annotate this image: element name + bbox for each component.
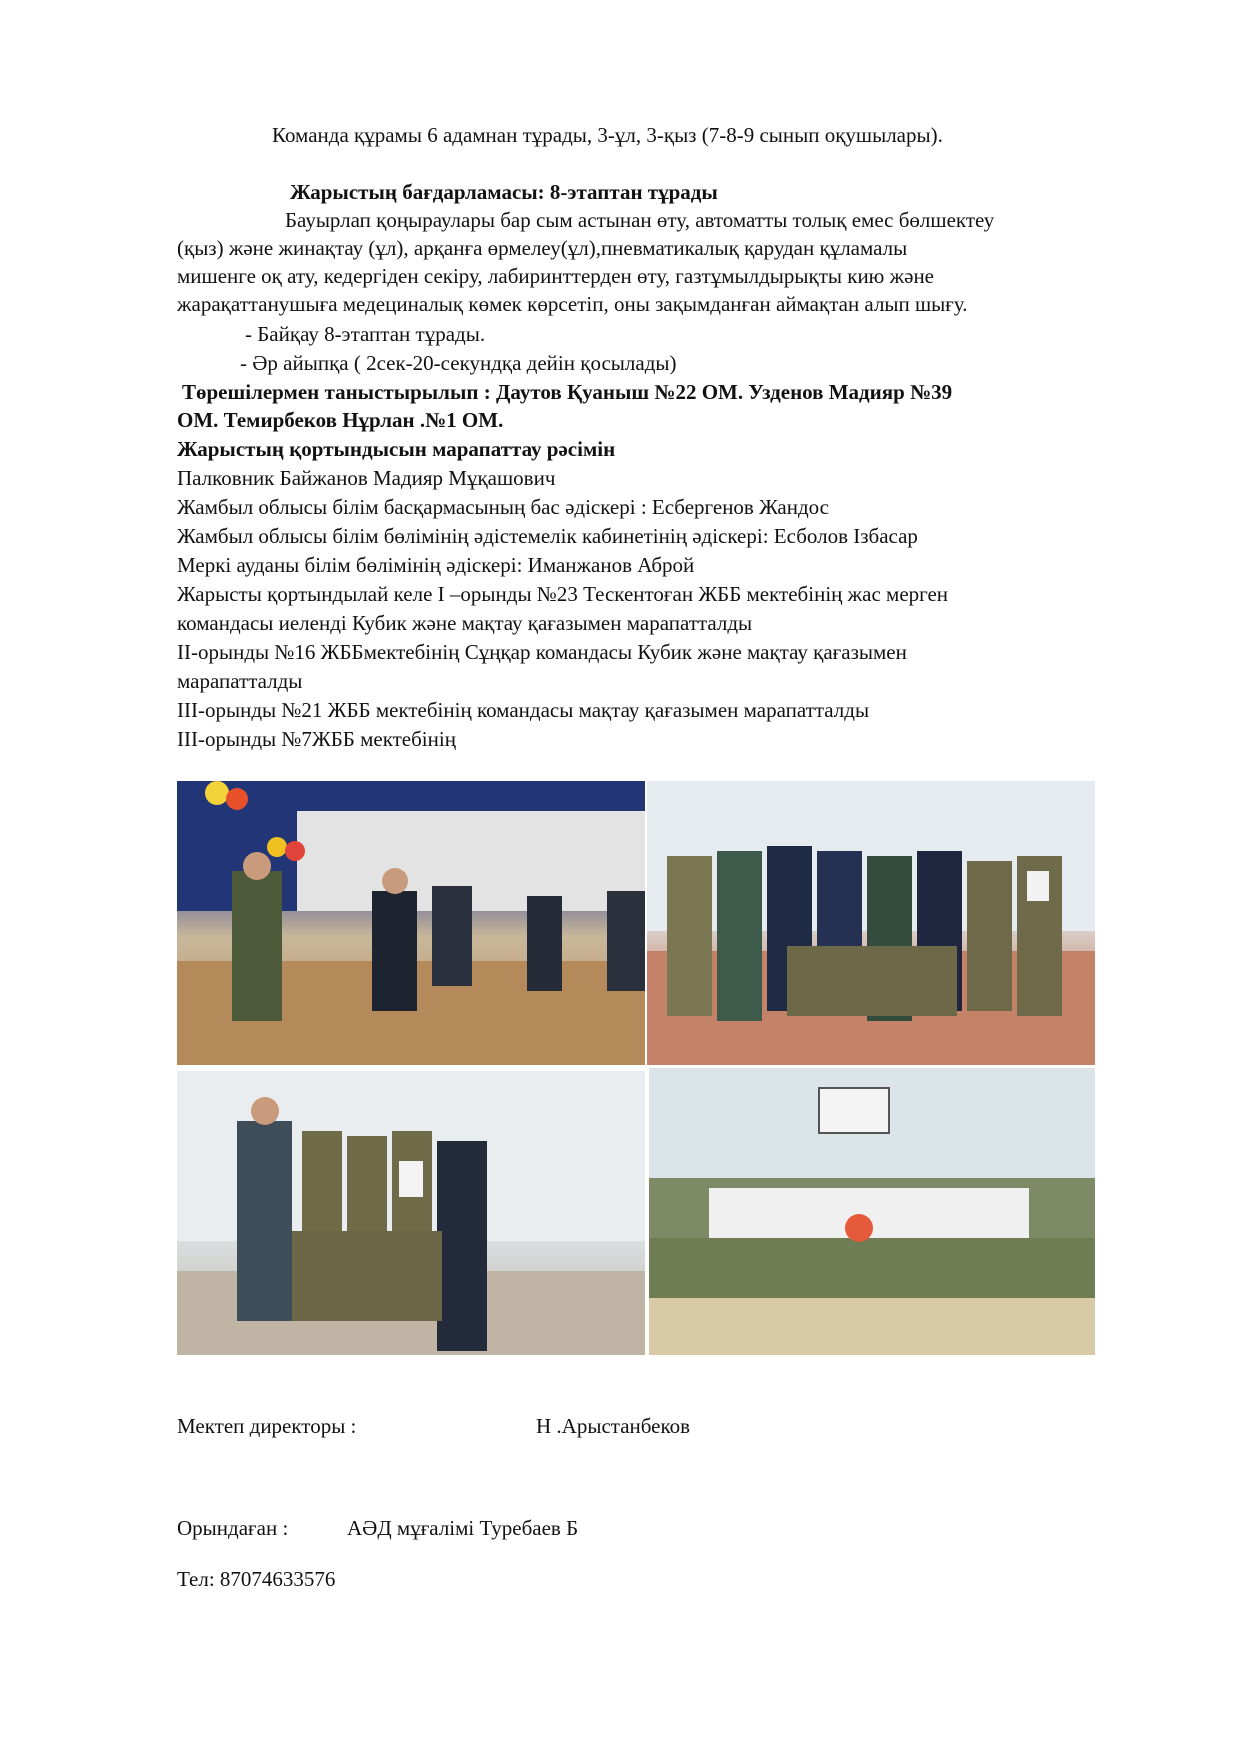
program-heading: Жарыстың бағдарламасы: 8-этаптан тұрады: [290, 180, 718, 204]
director-label: Мектеп директоры :: [177, 1414, 357, 1438]
program-line-4: жарақаттанушыға медециналық көмек көрсетіп, оны зақымданған аймақтан алып шығу.: [177, 292, 968, 316]
ceremony-line: командасы иеленді Кубик және мақтау қағазымен марапатталды: [177, 611, 753, 635]
ceremony-heading: Жарыстың қортындысын марапаттау рәсімін: [177, 437, 616, 461]
photo-collage: [177, 781, 1095, 1355]
ceremony-line: марапатталды: [177, 669, 303, 693]
ceremony-line: Жарысты қортындылай келе I –орынды №23 Тескентоған ЖББ мектебінің жас мерген: [177, 582, 949, 606]
program-line-3: мишенге оқ ату, кедергіден секіру, лабиринттерден өту, газтұмылдырықты кию және: [177, 264, 935, 288]
bullet-penalty: - Әр айыпқа ( 2сек-20-секундқа дейін қосылады): [240, 351, 677, 375]
ceremony-line: Жамбыл облысы білім басқармасының бас әдіскері : Есбергенов Жандос: [177, 495, 829, 519]
phone-line: Тел: 87074633576: [177, 1567, 336, 1591]
ceremony-line: III-орынды №7ЖББ мектебінің: [177, 727, 456, 751]
photo-team-with-certificates: [177, 1071, 645, 1355]
bullet-stages: - Байқау 8-этаптан тұрады.: [245, 322, 486, 346]
performer-label: Орындаған :: [177, 1516, 289, 1540]
judges-line-2: ОМ. Темирбеков Нұрлан .№1 ОМ.: [177, 408, 504, 432]
director-name: Н .Арыстанбеков: [536, 1414, 691, 1438]
team-composition-line: Команда құрамы 6 адамнан тұрады, 3-ұл, 3-қыз (7-8-9 сынып оқушылары).: [272, 123, 943, 147]
program-line-1: Бауырлап қоңыраулары бар сым астынан өту, автоматты толық емес бөлшектеу: [285, 208, 995, 232]
photo-all-teams-gym: [649, 1068, 1095, 1355]
ceremony-line: Меркі ауданы білім бөлімінің әдіскері: Иманжанов Аброй: [177, 553, 695, 577]
ceremony-line: II-орынды №16 ЖББмектебінің Сұңқар командасы Кубик және мақтау қағазымен: [177, 640, 907, 664]
judges-line-1: Төрешілермен таныстырылып : Даутов Қуаныш №22 ОМ. Узденов Мадияр №39: [182, 380, 953, 404]
photo-stage-guests: [177, 781, 645, 1065]
performer-name: АӘД мұғалімі Туребаев Б: [347, 1516, 579, 1540]
photo-team-with-trophy: [647, 781, 1095, 1065]
ceremony-line: Жамбыл облысы білім бөлімінің әдістемелік кабинетінің әдіскері: Есболов Ізбасар: [177, 524, 918, 548]
ceremony-line: Палковник Байжанов Мадияр Мұқашович: [177, 466, 556, 490]
program-line-2: (қыз) және жинақтау (ұл), арқанға өрмелеу(ұл),пневматикалық қарудан құламалы: [177, 236, 908, 260]
ceremony-line: III-орынды №21 ЖББ мектебінің командасы мақтау қағазымен марапатталды: [177, 698, 870, 722]
